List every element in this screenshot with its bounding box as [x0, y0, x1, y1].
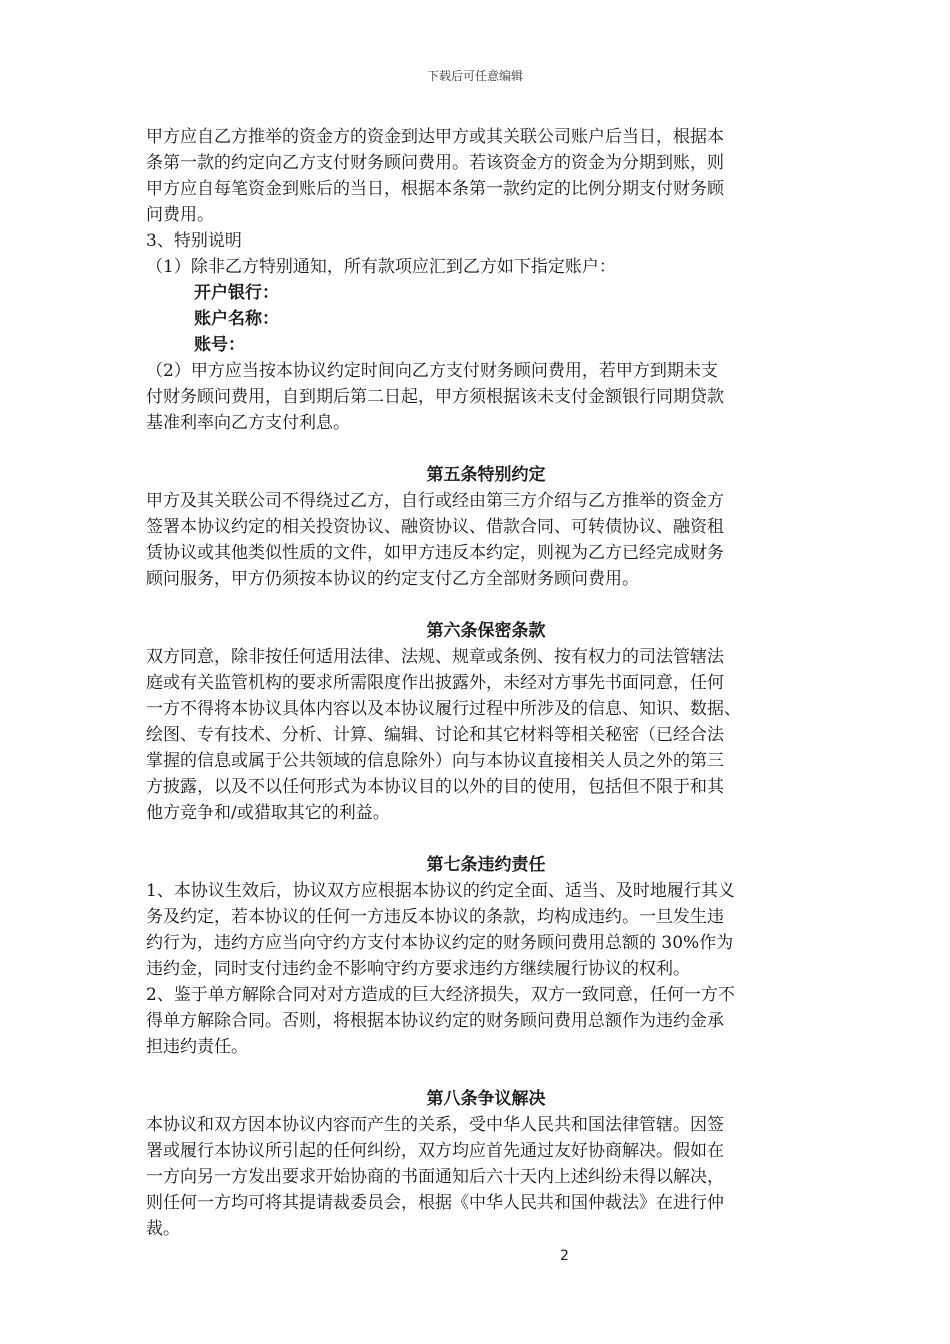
text-line: 甲方应自乙方推举的资金方的资金到达甲方或其关联公司账户后当日，根据本 — [146, 127, 724, 147]
text-line: 双方同意，除非按任何适用法律、法规、规章或条例、按有权力的司法管辖法 — [146, 647, 724, 667]
article7-title: 第七条违约责任 — [426, 855, 546, 875]
text-line: 条第一款的约定向乙方支付财务顾问费用。若该资金方的资金为分期到账，则 — [146, 153, 724, 173]
text-line: 一方向另一方发出要求开始协商的书面通知后六十天内上述纠纷未得以解决， — [146, 1167, 724, 1187]
article8-title: 第八条争议解决 — [426, 1089, 546, 1109]
text-line: 甲方及其关联公司不得绕过乙方，自行或经由第三方介绍与乙方推举的资金方 — [146, 491, 724, 511]
text-line: 一方不得将本协议具体内容以及本协议履行过程中所涉及的信息、知识、数据、 — [146, 699, 741, 719]
special-notes-item1: （1）除非乙方特别通知，所有款项应汇到乙方如下指定账户： — [146, 257, 616, 277]
text-line: 本协议和双方因本协议内容而产生的关系，受中华人民共和国法律管辖。因签 — [146, 1115, 724, 1135]
text-line: 签署本协议约定的相关投资协议、融资协议、借款合同、可转债协议、融资租 — [146, 517, 724, 537]
article5-title: 第五条特别约定 — [426, 465, 546, 485]
special-notes-item2 — [146, 358, 826, 436]
account-name-label: 账户名称： — [194, 309, 279, 329]
text-line: 绘图、专有技术、分析、计算、编辑、讨论和其它材料等相关秘密（已经合法 — [146, 725, 724, 745]
text-line: 2、鉴于单方解除合同对对方造成的巨大经济损失，双方一致同意，任何一方不 — [146, 985, 735, 1005]
special-notes-heading: 3、特别说明 — [146, 231, 242, 251]
payment-paragraph — [146, 124, 826, 228]
text-line: 他方竞争和/或猎取其它的利益。 — [146, 803, 390, 823]
text-line: 署或履行本协议所引起的任何纠纷，双方均应首先通过友好协商解决。假如在 — [146, 1141, 724, 1161]
text-line: 付财务顾问费用，自到期后第二日起，甲方须根据该未支付金额银行同期贷款 — [146, 387, 724, 407]
text-line: 务及约定，若本协议的任何一方违反本协议的条款，均构成违约。一旦发生违 — [146, 907, 724, 927]
text-line: 基准利率向乙方支付利息。 — [146, 413, 350, 433]
text-line: 方披露，以及不以任何形式为本协议目的以外的目的使用，包括但不限于和其 — [146, 777, 724, 797]
article5-paragraph — [146, 488, 826, 592]
text-line: 赁协议或其他类似性质的文件，如甲方违反本约定，则视为乙方已经完成财务 — [146, 543, 724, 563]
page-number: 2 — [560, 1248, 569, 1264]
article8-paragraph — [146, 1112, 826, 1242]
article7-paragraph — [146, 878, 826, 1060]
text-line: 违约金，同时支付违约金不影响守约方要求违约方继续履行协议的权利。 — [146, 959, 690, 979]
text-line: 担违约责任。 — [146, 1037, 248, 1057]
text-line: 得单方解除合同。否则，将根据本协议约定的财务顾问费用总额作为违约金承 — [146, 1011, 724, 1031]
text-line: （2）甲方应当按本协议约定时间向乙方支付财务顾问费用，若甲方到期未支 — [146, 361, 718, 381]
page-header: 下载后可任意编辑 — [426, 69, 523, 83]
text-line: 庭或有关监管机构的要求所需限度作出披露外，未经对方事先书面同意，任何 — [146, 673, 724, 693]
text-line: 掌握的信息或属于公共领域的信息除外）向与本协议直接相关人员之外的第三 — [146, 751, 724, 771]
text-line: 问费用。 — [146, 205, 214, 225]
article6-title: 第六条保密条款 — [426, 621, 546, 641]
text-line: 裁。 — [146, 1219, 180, 1239]
document-body — [146, 124, 826, 1242]
text-line: 1、本协议生效后，协议双方应根据本协议的约定全面、适当、及时地履行其义 — [146, 881, 735, 901]
article6-paragraph — [146, 644, 826, 826]
text-line: 约行为，违约方应当向守约方支付本协议约定的财务顾问费用总额的 30%作为 — [146, 933, 734, 953]
account-number-label: 账号： — [194, 335, 245, 355]
text-line: 则任何一方均可将其提请裁委员会，根据《中华人民共和国仲裁法》在进行仲 — [146, 1193, 724, 1213]
text-line: 顾问服务，甲方仍须按本协议的约定支付乙方全部财务顾问费用。 — [146, 569, 639, 589]
text-line: 甲方应自每笔资金到账后的当日，根据本条第一款约定的比例分期支付财务顾 — [146, 179, 724, 199]
bank-label: 开户银行： — [194, 283, 279, 303]
